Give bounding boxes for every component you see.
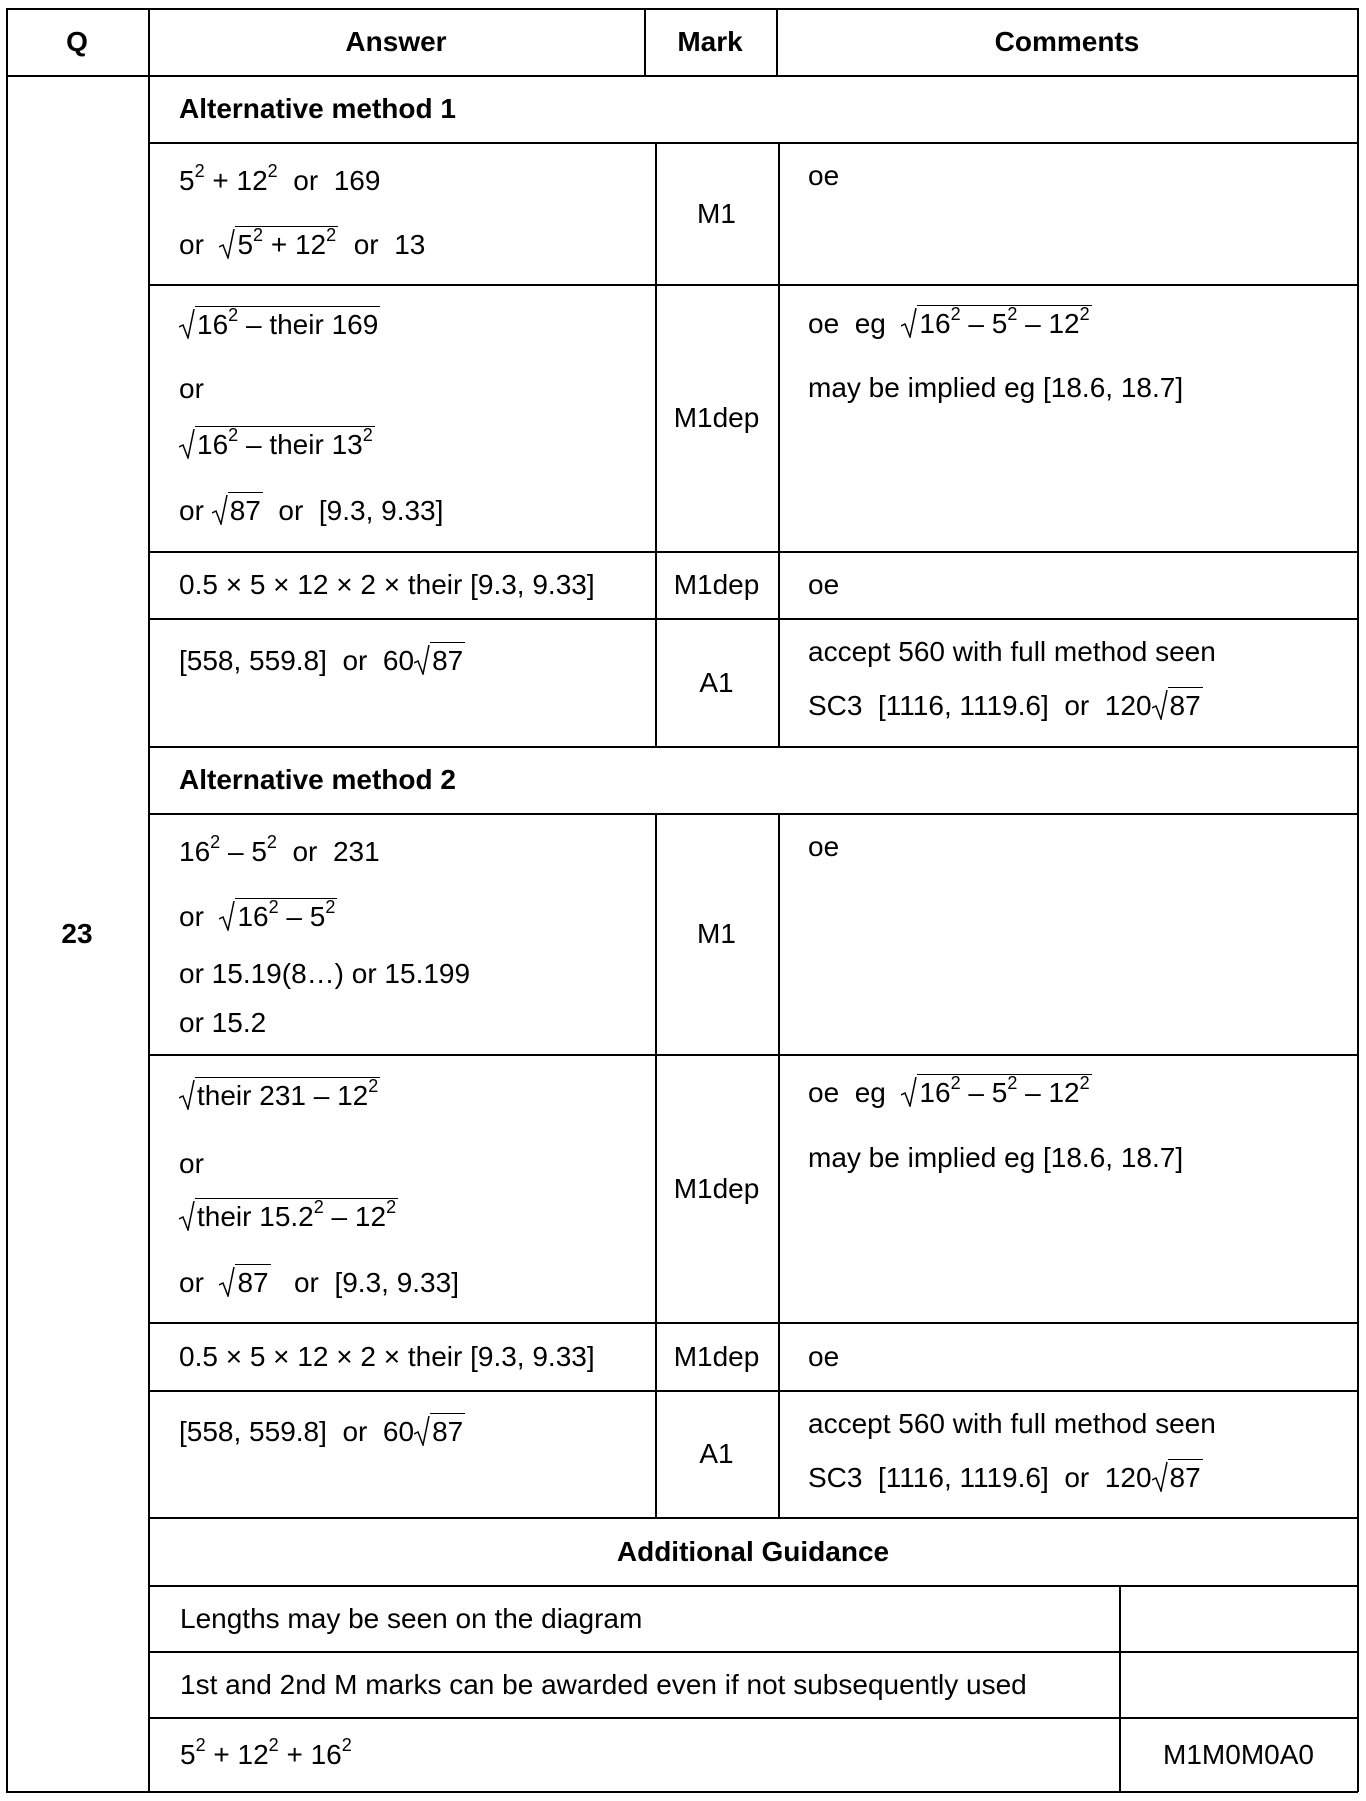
alt1-r1-answer-line2: or $5^2 + 12^2$ or 13	[179, 224, 426, 260]
alt2-r3-answer: 0.5 × 5 × 12 × 2 × their [9.3, 9.33]	[179, 1341, 595, 1372]
header-mark: Mark	[677, 26, 743, 57]
alt2-r2-answer-line2: or	[179, 1148, 204, 1179]
header-q: Q	[66, 26, 88, 57]
alt1-r2-answer-line2: or	[179, 373, 204, 404]
alt1-r2-answer-line4: or 87 or [9.3, 9.33]	[179, 492, 443, 527]
alt1-row3-bottom	[148, 618, 1358, 620]
alt2-r1-answer-line3: or 15.19(8…) or 15.199	[179, 958, 471, 989]
alt2-r3-comment: oe	[808, 1341, 840, 1372]
alt2-r1-answer-line4: or 15.2	[179, 1007, 267, 1038]
alt2-row1-bottom	[148, 1054, 1358, 1056]
question-number: 23	[61, 918, 93, 949]
guidance-row-3-text: $5^2 + 12^2 + 16^2$	[180, 1734, 352, 1770]
radical: $5^2 + 12^2$	[219, 226, 338, 261]
alt1-row2-bottom	[148, 551, 1358, 553]
guidance-title: Additional Guidance	[616, 1536, 890, 1567]
alt1-r2-mark: M1dep	[673, 402, 760, 433]
alt2-r2-answer-line1: their $231 - 12^2$	[179, 1077, 380, 1112]
alt2-r1-comment: oe	[808, 831, 840, 862]
alt1-row4-bottom	[148, 746, 1358, 748]
alt1-r2-answer-line1: $16^2$ – their 169	[179, 306, 380, 341]
alt2-r4-comment-line1: accept 560 with full method seen	[808, 1408, 1216, 1439]
alt1-r1-comment: oe	[808, 160, 840, 191]
guidance-title-bottom	[148, 1585, 1358, 1587]
alt1-r2-comment-line1: oe eg $16^2 - 5^2 - 12^2$	[808, 303, 1090, 339]
bottom-border	[6, 1791, 1358, 1793]
border-right	[1357, 8, 1359, 1792]
guidance-row-2-text: 1st and 2nd M marks can be awarded even if not subsequently used	[180, 1669, 1027, 1700]
alt1-r4-comment-line2: SC3 [1116, 1119.6] or 120 87	[808, 687, 1203, 722]
alt2-r2-answer-line4: or 87 or [9.3, 9.33]	[179, 1264, 459, 1299]
alt2-r2-comment-line1: oe eg $16^2 - 5^2 - 12^2$	[808, 1072, 1090, 1108]
header-answer: Answer	[345, 26, 447, 57]
guidance-row2-bottom	[148, 1717, 1358, 1719]
alt2-r2-answer-line3: their $15.2^2 - 12^2$	[179, 1198, 398, 1233]
guidance-row1-bottom	[148, 1651, 1358, 1653]
alt1-r4-comment-line1: accept 560 with full method seen	[808, 636, 1216, 667]
alt2-r1-answer-line1: $16^2 - 5^2$ or 231	[179, 831, 380, 867]
alt2-title: Alternative method 2	[179, 764, 456, 795]
header-bottom	[6, 75, 1358, 77]
border-left	[6, 8, 8, 1792]
guidance-row-1-text: Lengths may be seen on the diagram	[180, 1603, 643, 1634]
alt2-r4-mark: A1	[699, 1438, 734, 1469]
alt2-r1-answer-line2: or $16^2 - 5^2$	[179, 896, 336, 932]
col-q-divider	[148, 8, 150, 1792]
alt1-r4-mark: A1	[699, 667, 734, 698]
alt1-r4-answer: [558, 559.8] or 60 87	[179, 642, 465, 677]
alt2-r2-comment-line2: may be implied eg [18.6, 18.7]	[808, 1142, 1184, 1173]
alt2-r3-mark: M1dep	[673, 1341, 760, 1372]
top-border	[6, 8, 1358, 10]
alt1-r2-answer-line3: $16^2$ – their $13^2$	[179, 426, 375, 461]
alt2-row3-bottom	[148, 1390, 1358, 1392]
alt1-r3-comment: oe	[808, 569, 840, 600]
header-comments: Comments	[994, 26, 1140, 57]
alt2-r4-comment-line2: SC3 [1116, 1119.6] or 120 87	[808, 1459, 1203, 1494]
alt1-answer-divider	[655, 142, 657, 746]
alt2-r4-answer: [558, 559.8] or 60 87	[179, 1413, 465, 1448]
alt1-r3-mark: M1dep	[673, 569, 760, 600]
alt1-title: Alternative method 1	[179, 93, 456, 124]
alt2-r1-mark: M1	[697, 918, 736, 949]
alt2-r2-mark: M1dep	[673, 1173, 760, 1204]
alt1-r1-mark: M1	[697, 198, 736, 229]
alt1-r2-comment-line2: may be implied eg [18.6, 18.7]	[808, 372, 1184, 403]
alt1-row1-bottom	[148, 284, 1358, 286]
alt1-r1-answer-line1: $5^2 + 12^2$ or 169	[179, 160, 381, 196]
alt1-mark-divider	[778, 142, 780, 746]
alt2-title-bottom	[148, 813, 1358, 815]
alt1-r3-answer: 0.5 × 5 × 12 × 2 × their [9.3, 9.33]	[179, 569, 595, 600]
alt1-title-bottom	[148, 142, 1358, 144]
alt2-row2-bottom	[148, 1322, 1358, 1324]
guidance-row-3-mark: M1M0M0A0	[1163, 1739, 1314, 1770]
alt2-row4-bottom	[148, 1517, 1358, 1519]
alt2-mark-divider	[778, 813, 780, 1517]
